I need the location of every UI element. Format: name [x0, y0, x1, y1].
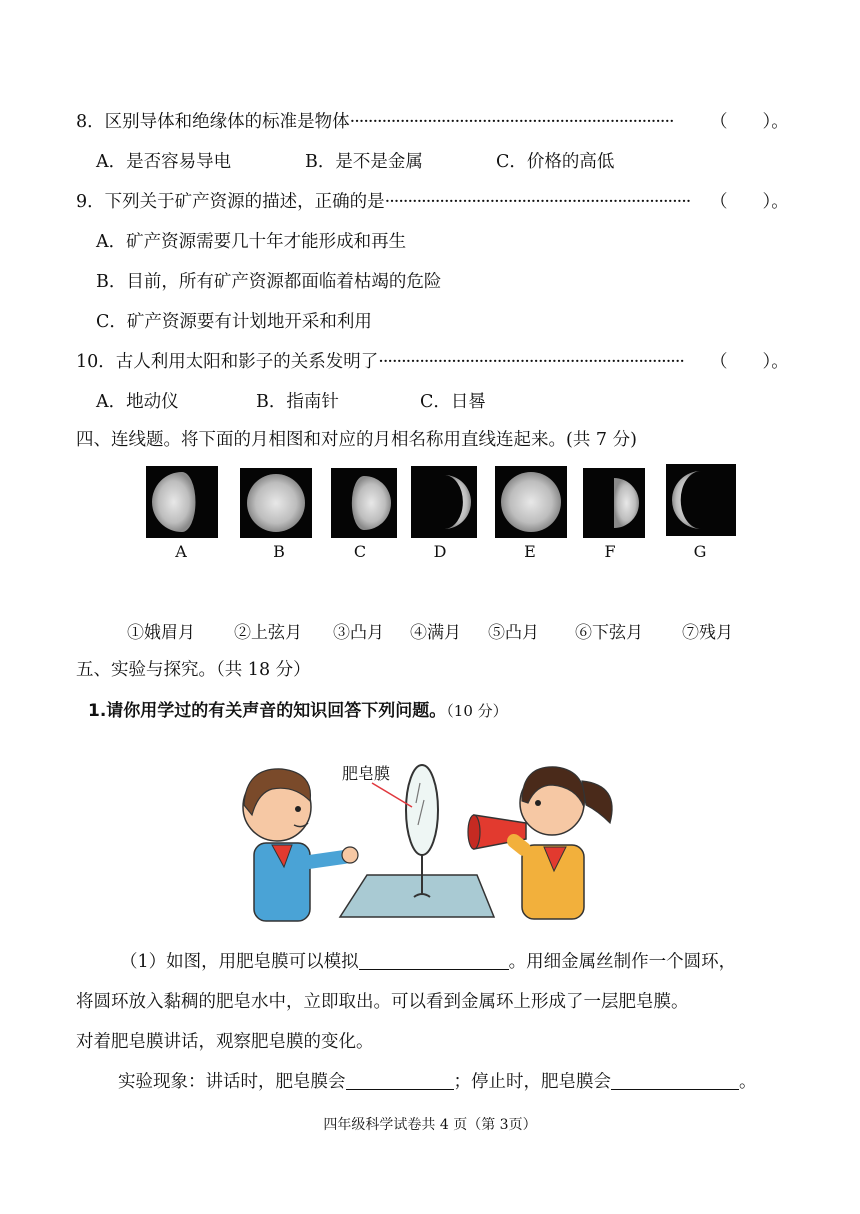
moon-image-a — [146, 466, 218, 538]
phase-name-3: ③凸月 — [333, 623, 384, 643]
moon-image-g — [666, 464, 736, 536]
phenomenon-middle: ；停止时，肥皂膜会 — [453, 1072, 611, 1092]
question-10-dots: ··································································· — [378, 352, 684, 372]
moon-label-b: B — [273, 542, 285, 561]
moon-label-d: D — [433, 542, 447, 561]
question-10 — [76, 348, 789, 373]
moon-image-e — [495, 466, 567, 538]
phase-name-2: ②上弦月 — [234, 623, 302, 643]
phase-name-4: ④满月 — [410, 623, 461, 643]
moon-label-g: G — [693, 542, 707, 561]
question-10-option-c: C．日晷 — [420, 392, 486, 412]
answer-blank-3[interactable] — [611, 1071, 739, 1090]
question-9-option-b: B．目前，所有矿产资源都面临着枯竭的危险 — [96, 272, 442, 292]
question-8-stem: 8．区别导体和绝缘体的标准是物体 — [76, 112, 350, 132]
moon-image-b — [240, 468, 312, 538]
moon-label-e: E — [524, 542, 536, 561]
section-4-heading: 四、连线题。将下面的月相图和对应的月相名称用直线连起来。(共 7 分) — [76, 430, 637, 450]
section-5-heading: 五、实验与探究。（共 18 分） — [76, 660, 311, 680]
question-8-option-a: A．是否容易导电 — [96, 152, 232, 172]
question-8-dots: ······································································· — [349, 112, 674, 132]
question-9-stem: 9．下列关于矿产资源的描述，正确的是 — [76, 192, 385, 212]
moon-image-d — [411, 466, 477, 538]
experiment-phenomenon — [118, 1068, 757, 1093]
moon-label-f: F — [604, 542, 616, 561]
question-10-option-a: A．地动仪 — [96, 392, 179, 412]
experiment-1-title — [88, 696, 508, 721]
question-10-option-b: B．指南针 — [256, 392, 339, 412]
moon-image-c — [331, 468, 397, 538]
girl-figure-icon — [468, 767, 612, 919]
phase-name-5: ⑤凸月 — [488, 623, 539, 643]
paragraph-1-start: （1）如图，用肥皂膜可以模拟 — [120, 952, 359, 972]
question-8-paren: （ ）。 — [710, 112, 789, 132]
question-8 — [76, 108, 789, 133]
question-10-paren: （ ）。 — [710, 352, 789, 372]
page-footer: 四年级科学试卷共 4 页（第 3页） — [323, 1117, 537, 1133]
experiment-1-points: （10 分） — [446, 702, 508, 720]
moon-phase-images — [0, 462, 860, 552]
phenomenon-start: 实验现象：讲话时，肥皂膜会 — [118, 1072, 346, 1092]
answer-blank-2[interactable] — [346, 1071, 454, 1090]
phase-name-6: ⑥下弦月 — [575, 623, 643, 643]
paragraph-1-end: 。用细金属丝制作一个圆环， — [508, 952, 737, 972]
moon-label-a: A — [175, 542, 187, 561]
question-9-dots: ··································································· — [384, 192, 691, 212]
question-9-option-c: C．矿产资源要有计划地开采和利用 — [96, 312, 372, 332]
question-9 — [76, 188, 789, 213]
question-9-option-a: A．矿产资源需要几十年才能形成和再生 — [96, 232, 407, 252]
paragraph-1 — [120, 948, 736, 973]
moon-image-f — [583, 468, 645, 538]
experiment-1-question: 1.请你用学过的有关声音的知识回答下列问题。 — [88, 701, 447, 721]
boy-figure-icon — [243, 769, 358, 921]
phase-name-1: ①娥眉月 — [127, 623, 195, 643]
question-9-paren: （ ）。 — [710, 192, 789, 212]
soap-film-illustration — [232, 745, 632, 925]
moon-label-c: C — [353, 542, 367, 561]
question-8-option-b: B．是不是金属 — [305, 152, 423, 172]
soap-film-label: 肥皂膜 — [342, 764, 391, 783]
phenomenon-end: 。 — [739, 1072, 757, 1092]
paragraph-3: 对着肥皂膜讲话，观察肥皂膜的变化。 — [76, 1032, 374, 1052]
question-10-stem: 10．古人利用太阳和影子的关系发明了 — [76, 352, 379, 372]
answer-blank-1[interactable] — [359, 951, 509, 970]
phase-name-7: ⑦残月 — [682, 623, 733, 643]
paragraph-2: 将圆环放入黏稠的肥皂水中，立即取出。可以看到金属环上形成了一层肥皂膜。 — [76, 992, 689, 1012]
question-8-option-c: C．价格的高低 — [496, 152, 615, 172]
